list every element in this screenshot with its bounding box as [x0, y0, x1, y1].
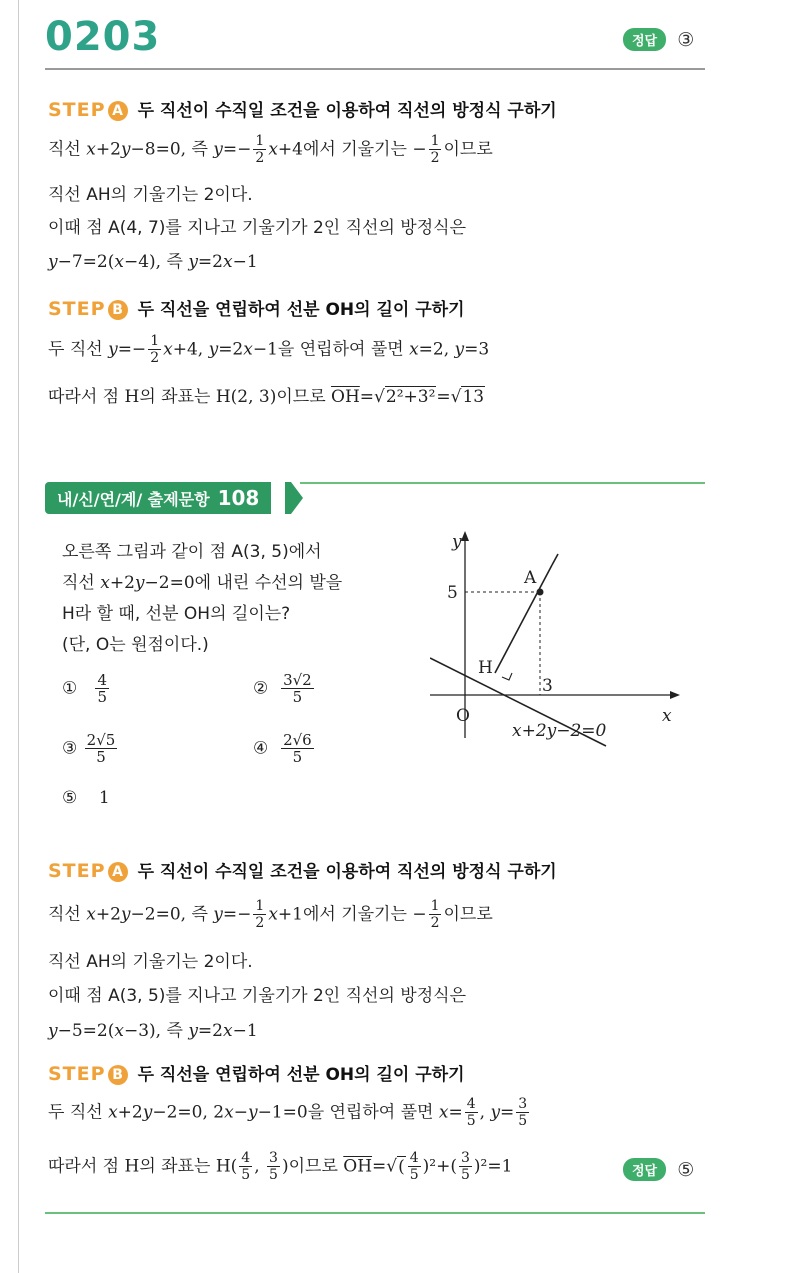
choice-2[interactable] [253, 672, 316, 705]
step-label: STEP [48, 860, 106, 882]
choice-5[interactable] [62, 788, 110, 808]
step-a-circle: A [108, 862, 128, 882]
footer-divider [45, 1212, 705, 1214]
step-b-circle: B [108, 1065, 128, 1085]
question-line2: 직선 x+2y−2=0에 내린 수선의 발을 [62, 573, 343, 593]
choice-1[interactable] [62, 672, 111, 705]
choice-den: 5 [292, 688, 303, 706]
choice-mark: ④ [253, 738, 269, 759]
s2-b-line1: 두 직선 x+2y−2=0, 2x−y−1=0을 연립하여 풀면 x= $\frac{4}{5}$ , y= $\frac{3}{5}$ [48, 1096, 528, 1129]
step-label: STEP [48, 99, 106, 121]
step-a-circle: A [108, 101, 128, 121]
bottom-answer [623, 1158, 694, 1181]
choice-num: 2√5 [86, 731, 116, 749]
s1-b-line2: 따라서 점 H의 좌표는 H(2, 3)이므로 $\overline{OH}=√2^2+3^2=√13$ [48, 387, 485, 407]
answer-badge: 정답 [623, 1158, 666, 1181]
y-axis-label: y [452, 532, 462, 552]
tick-3-label: 3 [542, 676, 553, 696]
choice-mark: ⑤ [62, 788, 78, 808]
s2-b-line2: 따라서 점 H의 좌표는 H( $\frac{4}{5}$ , $\frac{3}{5}$ )이므로 $\overline{OH}=√$( $\frac{4}{5}$ )²+( $\frac{3}{5}$ )²=1 [48, 1150, 513, 1183]
coordinate-diagram [430, 525, 690, 750]
choice-3[interactable] [62, 732, 119, 765]
point-A [537, 589, 544, 596]
step-b-circle: B [108, 300, 128, 320]
tick-5-label: 5 [447, 583, 458, 603]
answer-value: ③ [677, 28, 695, 51]
s1-a-line1: 직선 x+2y−8=0, 즉 y=− $\frac{1}{2}$ x+4에서 기울기는 − $\frac{1}{2}$ 이므로 [48, 133, 493, 166]
choice-num: 3√2 [283, 671, 312, 689]
s2-a-line3: 이때 점 A(3, 5)를 지나고 기울기가 2인 직선의 방정식은 [48, 986, 466, 1006]
s1-a-line3: 이때 점 A(4, 7)를 지나고 기울기가 2인 직선의 방정식은 [48, 218, 466, 238]
step-a-title [48, 96, 557, 121]
step-a-title-2 [48, 857, 557, 882]
right-angle-mark [502, 673, 512, 680]
origin-label: O [456, 706, 470, 726]
step-a-text: 두 직선이 수직일 조건을 이용하여 직선의 방정식 구하기 [137, 862, 557, 882]
step-b-text: 두 직선을 연립하여 선분 OH의 길이 구하기 [137, 1065, 465, 1085]
choice-den: 5 [97, 688, 108, 706]
s1-a-line2: 직선 AH의 기울기는 2이다. [48, 185, 253, 205]
point-H-label: H [478, 658, 493, 678]
choice-num: 2√6 [283, 731, 312, 749]
step-b-title [48, 295, 465, 320]
question-line4: (단, O는 원점이다.) [62, 635, 209, 655]
s2-a-line2: 직선 AH의 기울기는 2이다. [48, 952, 253, 972]
x-axis-label: x [662, 706, 672, 726]
line-equation-label: x+2y−2=0 [512, 721, 607, 741]
choice-4[interactable] [253, 732, 316, 765]
header-divider [45, 68, 705, 70]
s1-b-line1: 두 직선 y=− $\frac{1}{2}$ x+4, y=2x−1을 연립하여 풀면 x=2, y=3 [48, 333, 490, 366]
choice-den: 5 [96, 748, 106, 766]
point-A-label: A [524, 568, 537, 588]
callout-label [45, 482, 271, 514]
answer-badge: 정답 [623, 28, 666, 51]
step-label: STEP [48, 1063, 106, 1085]
s2-a-line1: 직선 x+2y−2=0, 즉 y=− $\frac{1}{2}$ x+1에서 기울기는 − $\frac{1}{2}$ 이므로 [48, 898, 493, 931]
choice-mark: ② [253, 678, 269, 699]
callout-text: 내/신/연/계/ 출제문항 [57, 490, 210, 509]
callout-tip [285, 482, 303, 514]
choice-num: 4 [97, 671, 108, 689]
problem-number: 0203 [45, 14, 161, 60]
question-line1: 오른쪽 그림과 같이 점 A(3, 5)에서 [62, 542, 322, 562]
x-axis-arrow [670, 691, 680, 699]
question-line3: H라 할 때, 선분 OH의 길이는? [62, 604, 291, 624]
callout-divider [300, 482, 705, 484]
page-margin-line [18, 0, 19, 1273]
step-b-text: 두 직선을 연립하여 선분 OH의 길이 구하기 [137, 300, 465, 320]
s2-a-line4: y−5=2(x−3), 즉 y=2x−1 [48, 1021, 258, 1041]
s1-a-line4: y−7=2(x−4), 즉 y=2x−1 [48, 252, 258, 272]
y-axis-arrow [461, 531, 469, 541]
step-b-title-2 [48, 1060, 465, 1085]
choice-mark: ① [62, 678, 78, 699]
choice-value: 1 [98, 788, 110, 808]
step-label: STEP [48, 298, 106, 320]
answer-value: ⑤ [677, 1158, 695, 1181]
top-answer [623, 28, 694, 51]
choice-den: 5 [292, 748, 303, 766]
step-a-text: 두 직선이 수직일 조건을 이용하여 직선의 방정식 구하기 [137, 101, 557, 121]
choice-mark: ③ [62, 738, 78, 759]
callout-number: 108 [217, 486, 260, 510]
